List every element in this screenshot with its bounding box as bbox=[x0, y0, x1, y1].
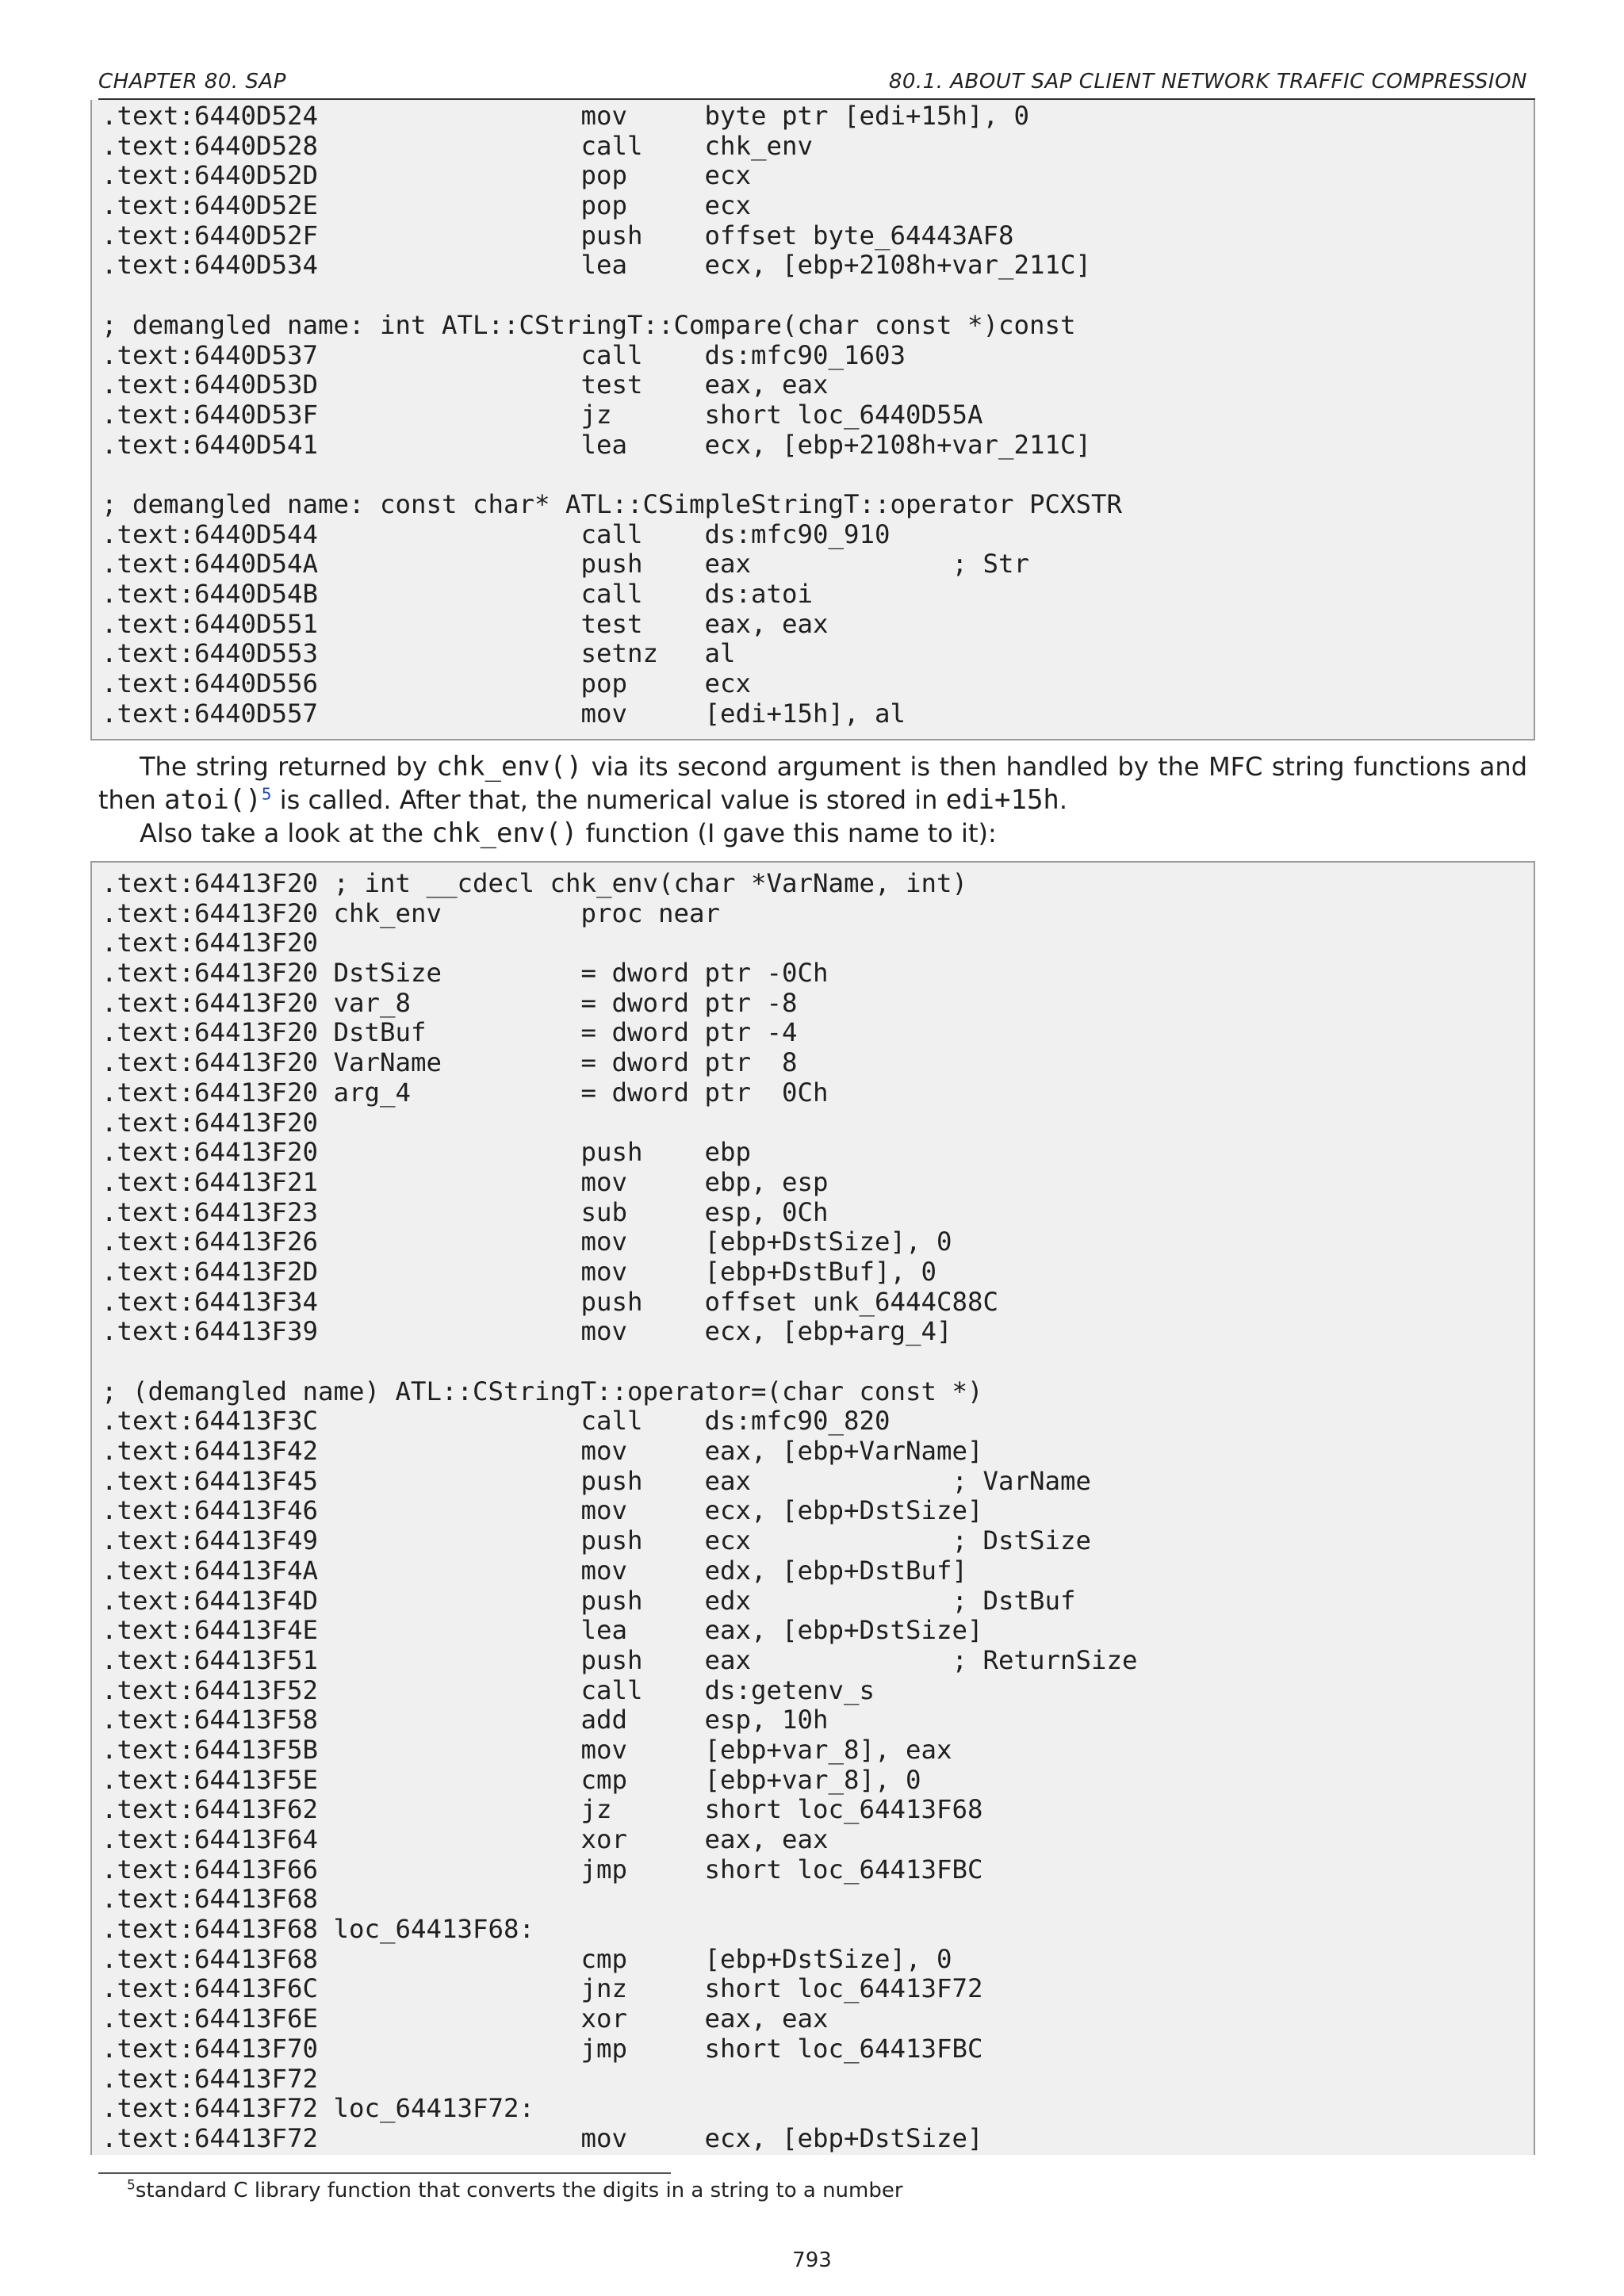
code-line: .text:64413F72 mov ecx, [ebp+DstSize] bbox=[102, 2122, 983, 2153]
paragraph-chk-env-intro bbox=[98, 817, 1527, 850]
footnote-mark: 5 bbox=[127, 2177, 136, 2194]
code-line: .text:64413F20 DstBuf = dword ptr -4 bbox=[102, 1017, 798, 1048]
code-line: .text:6440D544 call ds:mfc90_910 bbox=[102, 519, 891, 549]
code-line: .text:64413F21 mov ebp, esp bbox=[102, 1166, 829, 1197]
code-line: .text:6440D524 mov byte ptr [edi+15h], 0 bbox=[102, 101, 1030, 131]
code-line: .text:64413F20 bbox=[102, 928, 319, 959]
code-line: .text:64413F49 push ecx ; DstSize bbox=[102, 1525, 1092, 1556]
code-line: .text:64413F58 add esp, 10h bbox=[102, 1705, 829, 1735]
code-line: .text:64413F5B mov [ebp+var_8], eax bbox=[102, 1734, 952, 1765]
code-line: .text:64413F62 jz short loc_64413F68 bbox=[102, 1794, 983, 1825]
code-line: ; (demangled name) ATL::CStringT::operator=(char const *) bbox=[102, 1376, 983, 1406]
code-line: .text:6440D52F push offset byte_64443AF8 bbox=[102, 220, 1014, 251]
code-line: .text:64413F20 bbox=[102, 1107, 319, 1138]
code-line: .text:64413F6E xor eax, eax bbox=[102, 2003, 829, 2034]
code-line: .text:64413F4D push edx ; DstBuf bbox=[102, 1585, 1076, 1616]
code-line: .text:64413F20 arg_4 = dword ptr 0Ch bbox=[102, 1077, 829, 1108]
code-line: .text:64413F4A mov edx, [ebp+DstBuf] bbox=[102, 1555, 968, 1586]
code-line: .text:64413F68 bbox=[102, 1884, 319, 1915]
footnote bbox=[127, 2179, 903, 2202]
code-line: .text:64413F6C jnz short loc_64413F72 bbox=[102, 1973, 983, 2004]
inline-code-edi: edi+15h bbox=[945, 784, 1059, 816]
code-line: .text:64413F39 mov ecx, [ebp+arg_4] bbox=[102, 1316, 952, 1347]
code-line: ; demangled name: int ATL::CStringT::Compare(char const *)const bbox=[102, 309, 1076, 340]
code-line: .text:6440D54B call ds:atoi bbox=[102, 579, 814, 609]
page-number: 793 bbox=[792, 2248, 832, 2272]
text-run: function (I gave this name to it): bbox=[577, 818, 997, 848]
code-line: .text:64413F20 DstSize = dword ptr -0Ch bbox=[102, 958, 829, 989]
code-line bbox=[102, 460, 1534, 490]
footnote-rule bbox=[98, 2172, 671, 2174]
code-line: .text:6440D534 lea ecx, [ebp+2108h+var_211C] bbox=[102, 250, 1092, 281]
code-line: .text:64413F66 jmp short loc_64413FBC bbox=[102, 1854, 983, 1885]
code-line: .text:64413F3C call ds:mfc90_820 bbox=[102, 1406, 891, 1437]
chapter-title: CHAPTER 80. SAP bbox=[98, 70, 286, 94]
code-line: .text:64413F5E cmp [ebp+var_8], 0 bbox=[102, 1764, 921, 1795]
code-listing-chk-env bbox=[90, 861, 1535, 2155]
code-line: .text:6440D53D test eax, eax bbox=[102, 369, 829, 400]
text-run: The string returned by bbox=[140, 752, 437, 782]
code-line: .text:6440D551 test eax, eax bbox=[102, 608, 829, 639]
code-listing-caller bbox=[90, 100, 1535, 740]
text-run: is called. After that, the numerical value is stored in bbox=[271, 785, 946, 815]
code-line: .text:64413F20 chk_env proc near bbox=[102, 897, 721, 928]
code-line: .text:6440D528 call chk_env bbox=[102, 130, 814, 161]
footnote-text: standard C library function that converts the digits in a string to a number bbox=[135, 2179, 903, 2202]
code-line: ; demangled name: const char* ATL::CSimpleStringT::operator PCXSTR bbox=[102, 488, 1123, 519]
code-line: .text:6440D537 call ds:mfc90_1603 bbox=[102, 339, 906, 370]
code-line: .text:64413F20 push ebp bbox=[102, 1137, 752, 1168]
section-title: 80.1. ABOUT SAP CLIENT NETWORK TRAFFIC COMPRESSION bbox=[888, 70, 1527, 94]
code-line: .text:64413F20 ; int __cdecl chk_env(char *VarName, int) bbox=[102, 868, 968, 898]
code-line bbox=[102, 1347, 1534, 1377]
code-line: .text:6440D553 setnz al bbox=[102, 638, 736, 669]
text-run: via its second argument is then handled by the MFC string functions and then bbox=[98, 752, 1528, 815]
inline-code-atoi: atoi() bbox=[163, 784, 262, 816]
text-run: Also take a look at the bbox=[140, 818, 432, 848]
code-line: .text:64413F34 push offset unk_6444C88C bbox=[102, 1286, 999, 1317]
code-line: .text:64413F45 push eax ; VarName bbox=[102, 1465, 1092, 1496]
code-line: .text:64413F72 bbox=[102, 2063, 319, 2094]
code-line: .text:64413F68 cmp [ebp+DstSize], 0 bbox=[102, 1943, 952, 1974]
code-line: .text:6440D541 lea ecx, [ebp+2108h+var_211C] bbox=[102, 429, 1092, 460]
code-line: .text:6440D557 mov [edi+15h], al bbox=[102, 698, 906, 729]
code-line: .text:64413F2D mov [ebp+DstBuf], 0 bbox=[102, 1256, 937, 1287]
code-line: .text:64413F42 mov eax, [ebp+VarName] bbox=[102, 1436, 983, 1467]
code-line bbox=[102, 281, 1534, 311]
code-line: .text:6440D53F jz short loc_6440D55A bbox=[102, 399, 983, 430]
code-line: .text:64413F64 xor eax, eax bbox=[102, 1824, 829, 1854]
footnote-ref-link[interactable]: 5 bbox=[261, 784, 272, 804]
code-line: .text:64413F4E lea eax, [ebp+DstSize] bbox=[102, 1615, 983, 1646]
inline-code-chk-env: chk_env() bbox=[436, 751, 583, 783]
code-line: .text:64413F46 mov ecx, [ebp+DstSize] bbox=[102, 1495, 983, 1526]
running-header bbox=[98, 70, 1527, 97]
code-line: .text:64413F51 push eax ; ReturnSize bbox=[102, 1644, 1138, 1675]
code-line: .text:64413F20 VarName = dword ptr 8 bbox=[102, 1047, 798, 1078]
code-line: .text:64413F72 loc_64413F72: bbox=[102, 2093, 535, 2124]
inline-code-chk-env: chk_env() bbox=[431, 817, 578, 849]
code-line: .text:64413F70 jmp short loc_64413FBC bbox=[102, 2033, 983, 2064]
code-line: .text:64413F68 loc_64413F68: bbox=[102, 1914, 535, 1945]
code-line: .text:6440D52D pop ecx bbox=[102, 160, 752, 191]
code-line: .text:64413F23 sub esp, 0Ch bbox=[102, 1196, 829, 1227]
code-line: .text:64413F20 var_8 = dword ptr -8 bbox=[102, 987, 798, 1018]
code-line: .text:6440D54A push eax ; Str bbox=[102, 549, 1030, 580]
code-line: .text:64413F52 call ds:getenv_s bbox=[102, 1674, 875, 1705]
code-line: .text:6440D556 pop ecx bbox=[102, 668, 752, 699]
code-line: .text:64413F26 mov [ebp+DstSize], 0 bbox=[102, 1226, 952, 1257]
body-text bbox=[98, 750, 1527, 850]
text-run: . bbox=[1059, 785, 1068, 815]
paragraph-chk-env-result bbox=[98, 750, 1527, 817]
code-line: .text:6440D52E pop ecx bbox=[102, 190, 752, 221]
